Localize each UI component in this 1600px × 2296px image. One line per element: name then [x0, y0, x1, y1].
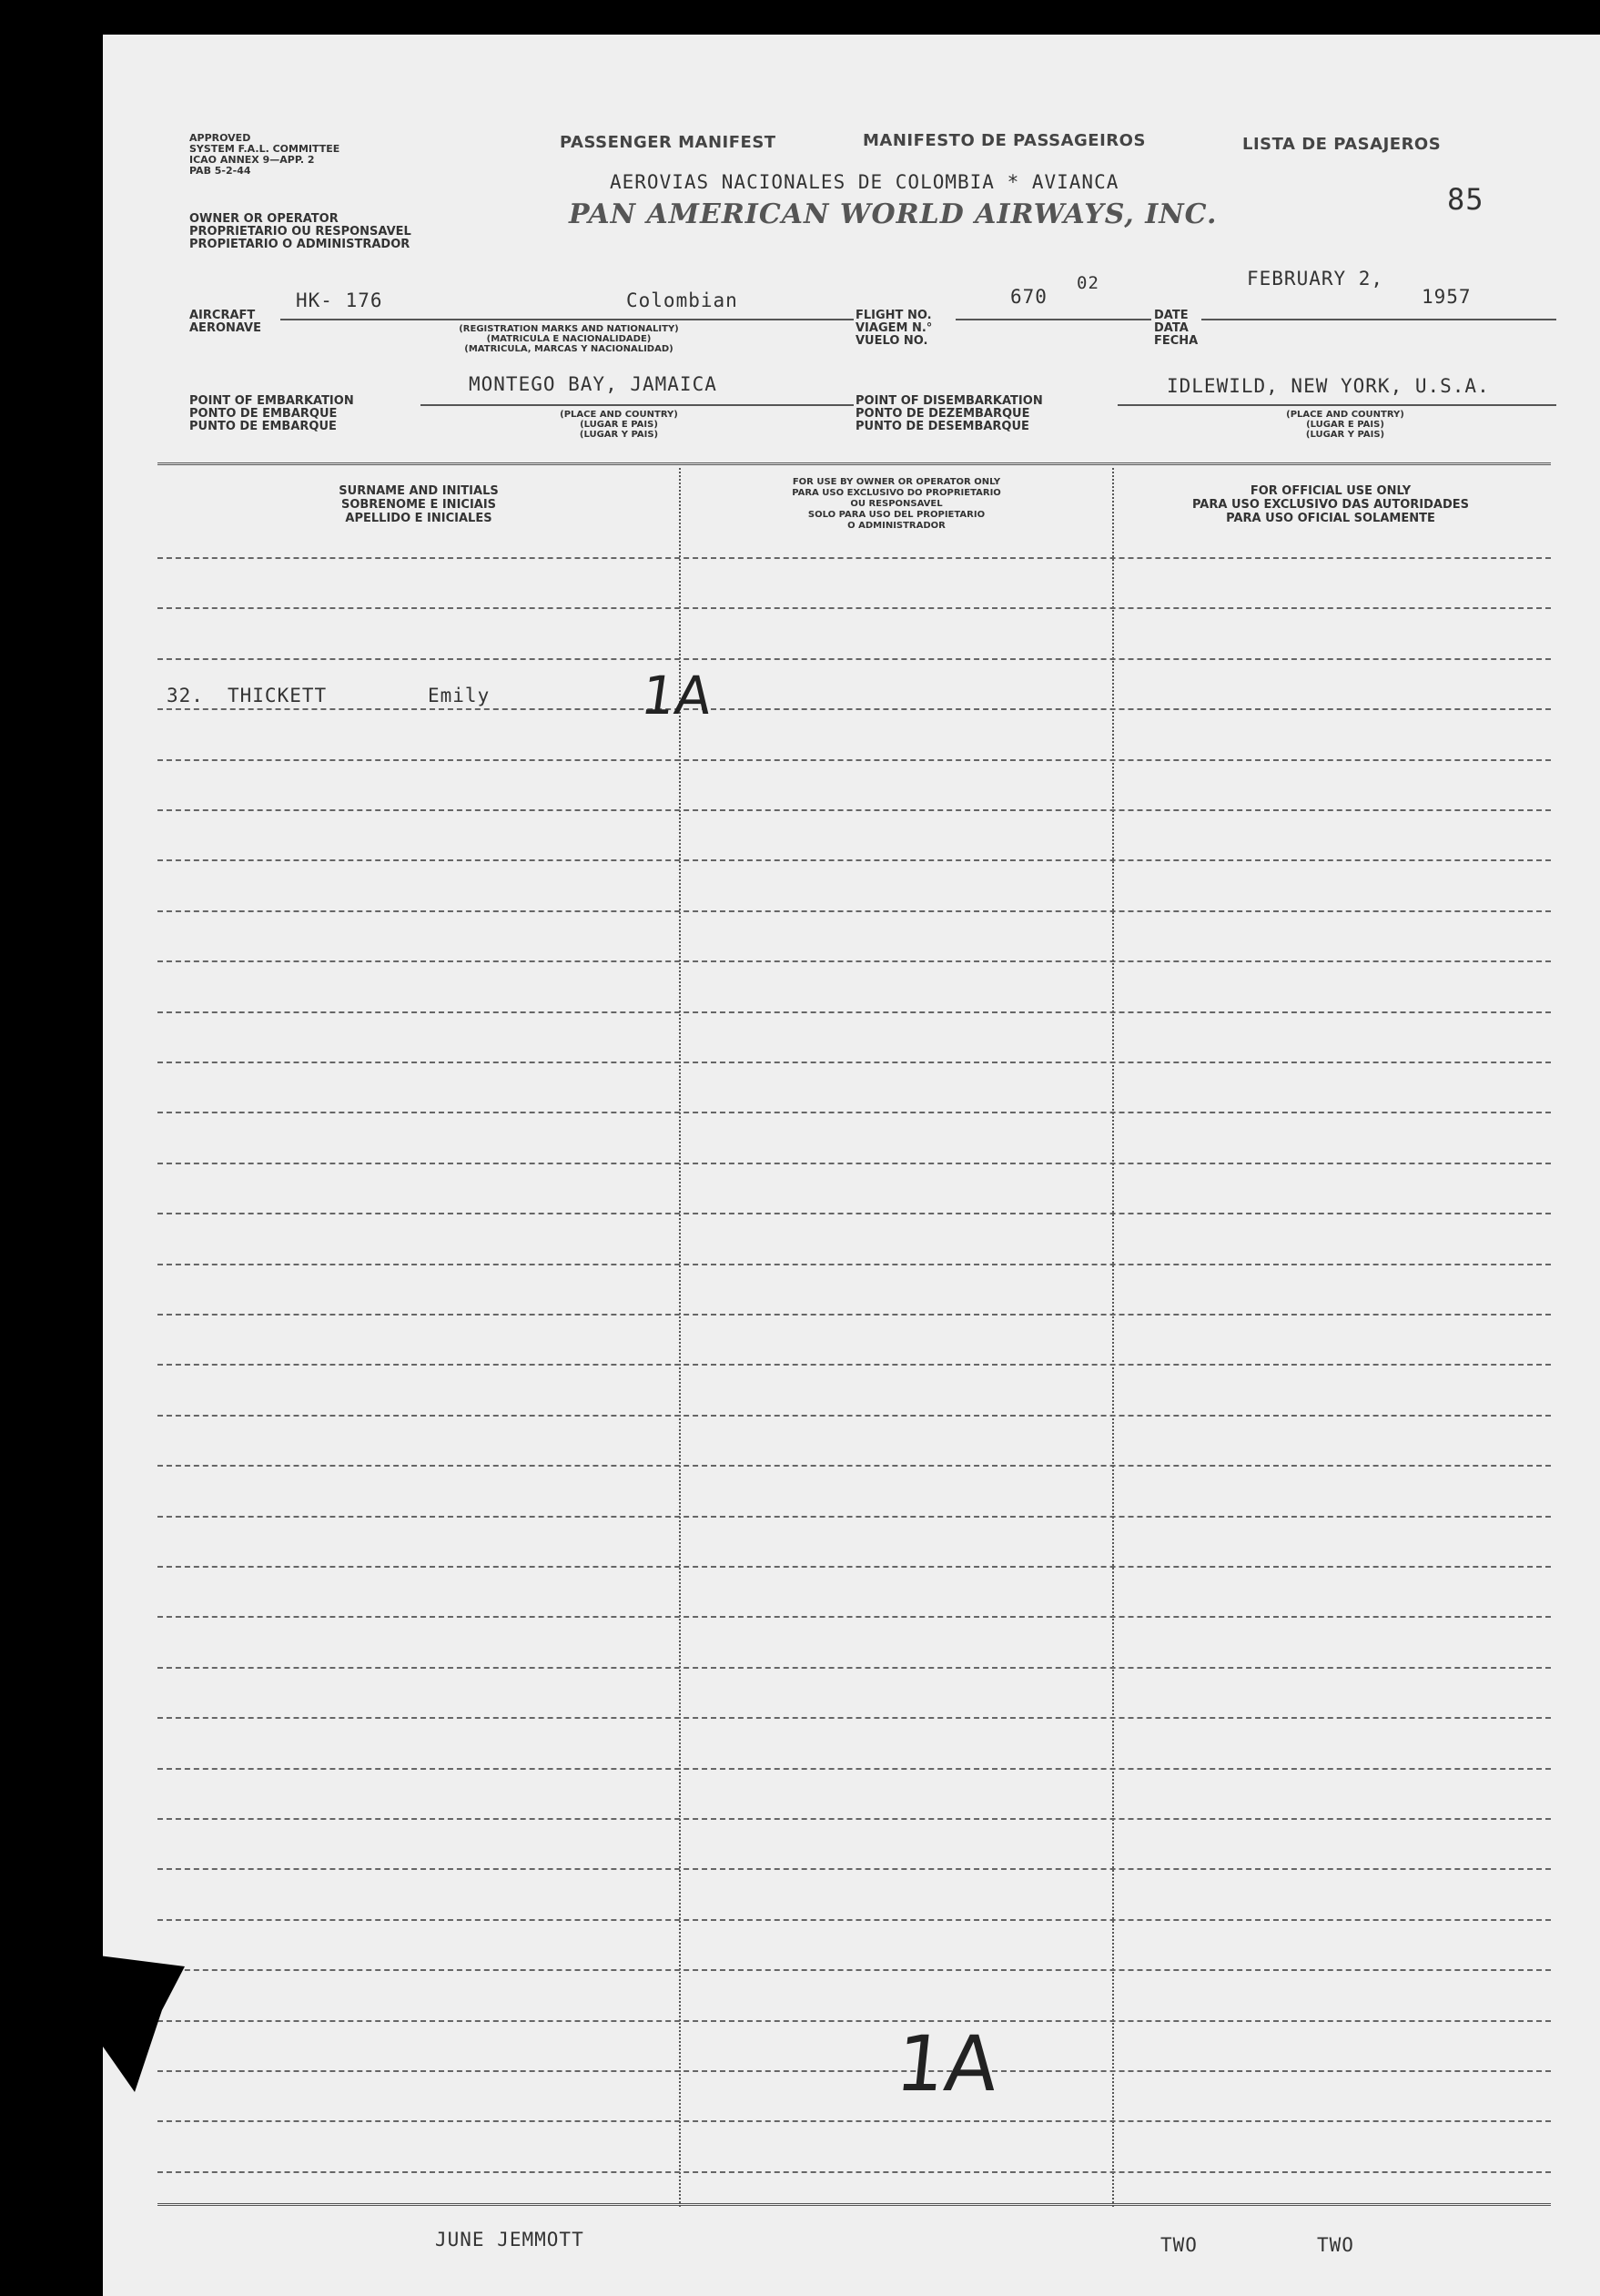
owner-label-pt: PROPRIETARIO OU RESPONSAVEL [189, 225, 411, 239]
column-header-line: PARA USO OFICIAL SOLAMENTE [1226, 512, 1435, 525]
embarkation-label-en: POINT OF EMBARKATION [189, 394, 354, 408]
aircraft-nationality: Colombian [626, 290, 738, 311]
embarkation-sub-label: (PLACE AND COUNTRY) [560, 410, 678, 420]
column-header-line: FOR USE BY OWNER OR OPERATOR ONLY [792, 477, 1001, 487]
column-header-surname [273, 484, 564, 525]
owner-label-en: OWNER OR OPERATOR [189, 212, 339, 226]
column-header-line: APELLIDO E INICIALES [345, 512, 492, 525]
table-row-line [157, 809, 1551, 811]
table-top-border [157, 462, 1551, 465]
torn-corner-shadow [98, 1956, 198, 2101]
page-number: 85 [1447, 182, 1484, 217]
column-header-line: PARA USO EXCLUSIVO DAS AUTORIDADES [1191, 498, 1470, 512]
table-row-line [157, 1969, 1551, 1971]
flight-label-en: FLIGHT NO. [856, 309, 932, 322]
aircraft-sub-labels [387, 324, 751, 354]
table-row-line [157, 658, 1551, 660]
table-row-line [157, 1314, 1551, 1316]
date-underline [1201, 319, 1556, 320]
disembarkation-value: IDLEWILD, NEW YORK, U.S.A. [1167, 375, 1490, 397]
disembarkation-label-en: POINT OF DISEMBARKATION [856, 394, 1043, 408]
approval-line: ICAO ANNEX 9—APP. 2 [189, 154, 315, 166]
passenger-number: 32. [167, 685, 204, 706]
column-header-line: O ADMINISTRADOR [847, 521, 946, 531]
column-header-line: PARA USO EXCLUSIVO DO PROPRIETARIO [792, 488, 1001, 498]
table-row-line [157, 1818, 1551, 1820]
owner-label [189, 213, 411, 251]
table-row-line [157, 1112, 1551, 1113]
table-row-line [157, 607, 1551, 609]
table-row-line [157, 1717, 1551, 1719]
table-row-line [157, 2020, 1551, 2022]
table-row-line [157, 1566, 1551, 1568]
approval-line: SYSTEM F.A.L. COMMITTEE [189, 143, 340, 155]
approval-line: PAB 5-2-44 [189, 165, 251, 177]
aircraft-sub-label: (MATRICULA, MARCAS Y NACIONALIDAD) [464, 344, 673, 354]
table-row-line [157, 2070, 1551, 2072]
column-divider [679, 468, 681, 2207]
table-row-line [157, 1364, 1551, 1366]
table-row-line [157, 1011, 1551, 1013]
table-row-line [157, 759, 1551, 761]
column-divider [1112, 468, 1114, 2207]
aircraft-label-en: AIRCRAFT [189, 309, 256, 322]
approval-line: APPROVED [189, 132, 251, 144]
date-label-pt: DATA [1154, 321, 1189, 335]
disembarkation-sub-label: (PLACE AND COUNTRY) [1286, 410, 1404, 420]
table-row-line [157, 557, 1551, 559]
column-header-line: FOR OFFICIAL USE ONLY [1250, 484, 1412, 498]
title-es: LISTA DE PASAJEROS [1242, 135, 1442, 154]
bottom-handwritten-mark: 1A [891, 2019, 1003, 2108]
disembarkation-sub-label: (LUGAR Y PAIS) [1305, 430, 1385, 440]
aircraft-sub-label: (MATRICULA E NACIONALIDADE) [486, 334, 652, 344]
aircraft-label [189, 310, 261, 335]
table-row-line [157, 2171, 1551, 2173]
embarkation-sub-label: (LUGAR Y PAIS) [579, 430, 659, 440]
flight-suffix: 02 [1077, 273, 1099, 293]
table-row-line [157, 1213, 1551, 1214]
date-year: 1957 [1422, 286, 1472, 308]
column-header-line: SOBRENOME E INICIAIS [340, 498, 497, 512]
disembarkation-label-es: PUNTO DE DESEMBARQUE [856, 420, 1029, 433]
table-row-line [157, 1616, 1551, 1618]
embarkation-label [189, 395, 354, 433]
table-row-line [157, 708, 1551, 710]
date-label-es: FECHA [1154, 334, 1199, 348]
passenger-surname: THICKETT [228, 685, 328, 706]
table-row-line [157, 1062, 1551, 1063]
approval-block [189, 133, 339, 177]
embarkation-sub-labels [519, 410, 719, 440]
table-row-line [157, 910, 1551, 912]
owner-label-es: PROPIETARIO O ADMINISTRADOR [189, 238, 410, 251]
owner-stamp: PAN AMERICAN WORLD AIRWAYS, INC. [569, 198, 1218, 230]
flight-label [856, 310, 932, 348]
embarkation-label-es: PUNTO DE EMBARQUE [189, 420, 337, 433]
embarkation-sub-label: (LUGAR E PAIS) [580, 420, 658, 430]
date-label-en: DATE [1154, 309, 1189, 322]
title-en: PASSENGER MANIFEST [560, 133, 776, 152]
aircraft-registration: HK- 176 [296, 290, 383, 311]
table-bottom-border [157, 2203, 1551, 2206]
flight-label-pt: VIAGEM N.° [856, 321, 933, 335]
column-header-official [1121, 484, 1540, 525]
disembarkation-label [856, 395, 1043, 433]
table-row-line [157, 1415, 1551, 1417]
table-row-line [157, 859, 1551, 861]
table-row-line [157, 1768, 1551, 1770]
table-row-line [157, 1163, 1551, 1164]
aircraft-sub-label: (REGISTRATION MARKS AND NATIONALITY) [459, 324, 679, 334]
column-header-line: SOLO PARA USO DEL PROPIETARIO [807, 510, 986, 520]
column-header-line: SURNAME AND INITIALS [339, 484, 499, 498]
aircraft-underline [280, 319, 854, 320]
footer-count-2: TWO [1317, 2234, 1354, 2256]
flight-label-es: VUELO NO. [856, 334, 928, 348]
column-header-operator [705, 477, 1088, 532]
embarkation-underline [420, 404, 854, 406]
disembarkation-label-pt: PONTO DE DEZEMBARQUE [856, 407, 1030, 421]
passenger-handwritten-mark: 1A [637, 665, 716, 726]
table-row-line [157, 2120, 1551, 2122]
prepared-by: JUNE JEMMOTT [435, 2229, 584, 2250]
title-pt: MANIFESTO DE PASSAGEIROS [863, 131, 1146, 150]
flight-number: 670 [1010, 286, 1048, 308]
column-header-line: OU RESPONSAVEL [850, 499, 943, 509]
disembarkation-sub-labels [1245, 410, 1445, 440]
date-label [1154, 310, 1198, 348]
table-row-line [157, 960, 1551, 962]
table-row-line [157, 1516, 1551, 1518]
aircraft-label-pt: AERONAVE [189, 321, 262, 335]
flight-underline [956, 319, 1151, 320]
disembarkation-underline [1118, 404, 1556, 406]
table-row-line [157, 1264, 1551, 1265]
table-row-line [157, 1868, 1551, 1870]
embarkation-value: MONTEGO BAY, JAMAICA [469, 373, 717, 395]
manifest-page [103, 35, 1600, 2296]
passenger-given-name: Emily [428, 685, 491, 706]
embarkation-label-pt: PONTO DE EMBARQUE [189, 407, 338, 421]
disembarkation-sub-label: (LUGAR E PAIS) [1306, 420, 1384, 430]
table-row-line [157, 1919, 1551, 1921]
footer-count-1: TWO [1160, 2234, 1198, 2256]
table-row-line [157, 1465, 1551, 1467]
owner-typed: AEROVIAS NACIONALES DE COLOMBIA * AVIANCA [610, 171, 1119, 193]
date-value: FEBRUARY 2, [1247, 268, 1384, 290]
table-row-line [157, 1667, 1551, 1669]
